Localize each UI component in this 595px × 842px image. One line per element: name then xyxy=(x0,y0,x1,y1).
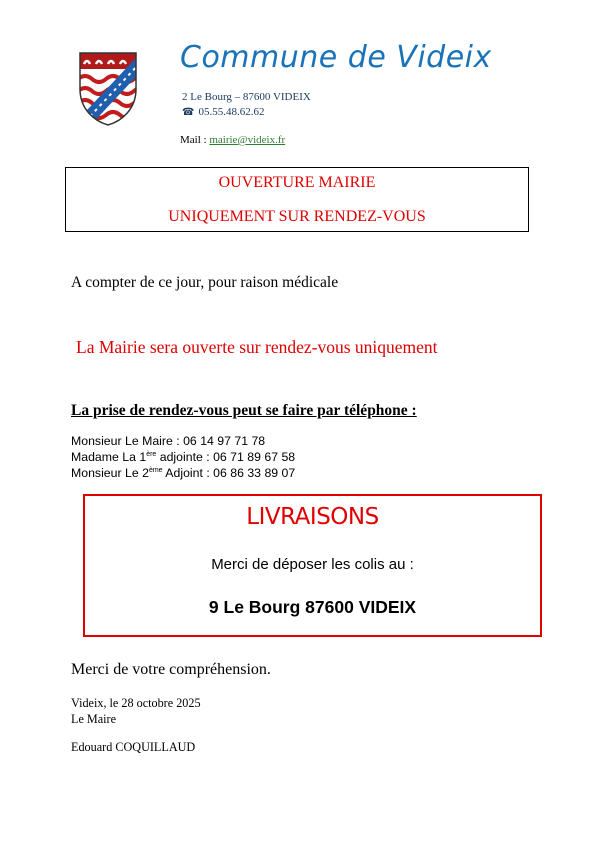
header-phone xyxy=(182,106,264,118)
contact-ordinal: ème xyxy=(148,467,163,474)
header-mail xyxy=(180,134,285,146)
contact-phone: 06 86 33 89 07 xyxy=(213,466,296,480)
notice-line-1: OUVERTURE MAIRIE xyxy=(218,174,376,191)
opening-notice-box xyxy=(65,167,529,232)
municipal-crest-icon xyxy=(78,49,138,127)
contact-line-first-deputy: Madame La 1ère adjointe : 06 71 89 67 58 xyxy=(71,450,296,464)
contact-suffix: adjointe xyxy=(156,450,203,464)
mail-link[interactable]: mairie@videix.fr xyxy=(209,134,286,146)
commune-title: Commune de Videix xyxy=(180,40,492,75)
contact-suffix: Adjoint xyxy=(162,466,203,480)
deliveries-title: LIVRAISONS xyxy=(246,504,379,530)
contact-line-mayor: Monsieur Le Maire : 06 14 97 71 78 xyxy=(71,434,266,448)
mail-label: Mail : xyxy=(180,134,210,146)
header-address: 2 Le Bourg – 87600 VIDEIX xyxy=(182,91,311,103)
contact-ordinal: ère xyxy=(146,451,157,458)
contact-phone: 06 71 89 67 58 xyxy=(213,450,296,464)
thanks-text: Merci de votre compréhension. xyxy=(71,661,271,678)
header-phone-number: 05.55.48.62.62 xyxy=(198,106,265,118)
contact-title: Monsieur Le Maire xyxy=(71,434,173,448)
deliveries-box xyxy=(83,494,542,637)
signature-name: Edouard COQUILLAUD xyxy=(71,740,196,754)
notice-line-2: UNIQUEMENT SUR RENDEZ-VOUS xyxy=(168,208,426,225)
appointment-heading: La prise de rendez-vous peut se faire par téléphone : xyxy=(71,402,417,419)
contact-line-second-deputy: Monsieur Le 2ème Adjoint : 06 86 33 89 07 xyxy=(71,466,296,480)
deliveries-text: Merci de déposer les colis au : xyxy=(211,556,414,573)
intro-text: A compter de ce jour, pour raison médicale xyxy=(71,274,339,291)
signature-date: Videix, le 28 octobre 2025 xyxy=(71,696,201,710)
contact-title: Monsieur Le 2 xyxy=(71,466,149,480)
contact-phone: 06 14 97 71 78 xyxy=(183,434,266,448)
contact-title: Madame La 1 xyxy=(71,450,147,464)
appointment-highlight: La Mairie sera ouverte sur rendez-vous uniquement xyxy=(76,337,438,357)
deliveries-address: 9 Le Bourg 87600 VIDEIX xyxy=(208,597,417,617)
telephone-icon: ☎ xyxy=(182,107,195,118)
signature-role: Le Maire xyxy=(71,712,117,726)
